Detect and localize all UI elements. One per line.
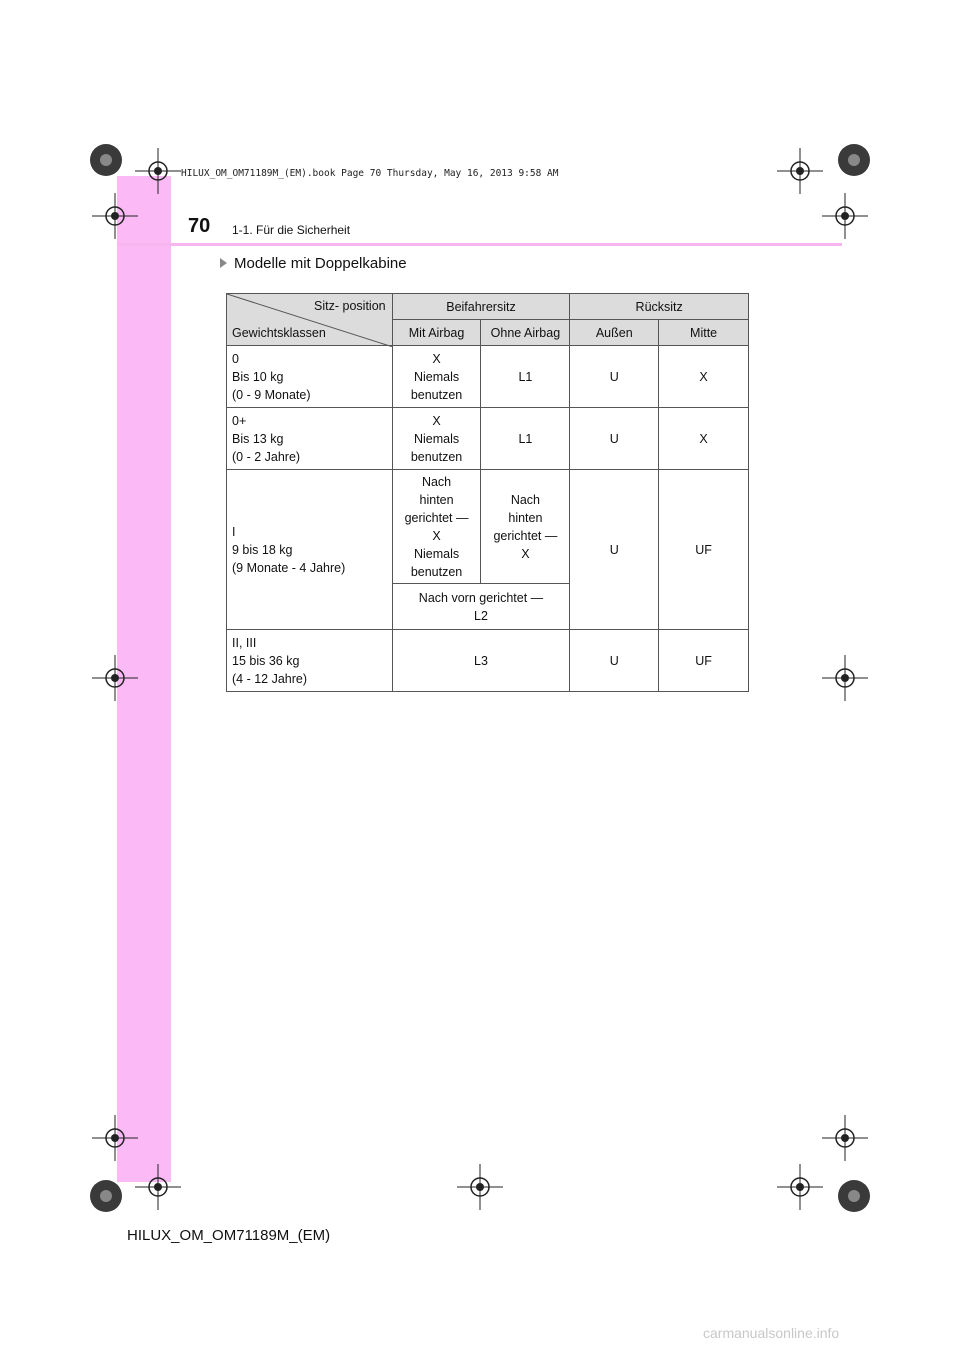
weight-class-cell: II, III 15 bis 36 kg (4 - 12 Jahre) xyxy=(227,630,393,692)
without-airbag-cell: L1 xyxy=(481,408,570,470)
crop-rosette-icon xyxy=(82,136,130,184)
outer-cell: U xyxy=(570,346,659,408)
subheading-text: Modelle mit Doppelkabine xyxy=(234,255,407,272)
registration-crosshair-icon xyxy=(822,655,868,701)
table-row xyxy=(227,408,749,470)
outer-cell: U xyxy=(570,408,659,470)
header-middle: Mitte xyxy=(659,320,749,346)
registration-crosshair-icon xyxy=(92,655,138,701)
outer-cell: U xyxy=(570,470,659,630)
corner-label-seat-position: Sitz- position xyxy=(314,299,386,313)
with-airbag-cell: Nach hinten gerichtet — X Niemals benutzen xyxy=(392,470,481,584)
table-corner-header xyxy=(227,294,393,346)
registration-crosshair-icon xyxy=(822,193,868,239)
registration-crosshair-icon xyxy=(457,1164,503,1210)
book-stamp: HILUX_OM_OM71189M_(EM).book Page 70 Thursday, May 16, 2013 9:58 AM xyxy=(181,168,559,179)
header-rule xyxy=(117,243,842,246)
crop-rosette-icon xyxy=(830,136,878,184)
triangle-bullet-icon xyxy=(220,258,227,268)
registration-crosshair-icon xyxy=(92,193,138,239)
seat-suitability-table xyxy=(226,293,749,692)
weight-class-cell: 0+ Bis 13 kg (0 - 2 Jahre) xyxy=(227,408,393,470)
registration-crosshair-icon xyxy=(92,1115,138,1161)
crop-rosette-icon xyxy=(830,1172,878,1220)
registration-crosshair-icon xyxy=(777,148,823,194)
crop-rosette-icon xyxy=(82,1172,130,1220)
middle-cell: UF xyxy=(659,470,749,630)
front-seat-cell: L3 xyxy=(392,630,570,692)
middle-cell: X xyxy=(659,408,749,470)
with-airbag-cell: X Niemals benutzen xyxy=(392,346,481,408)
weight-class-cell: I 9 bis 18 kg (9 Monate - 4 Jahre) xyxy=(227,470,393,630)
section-title: 1-1. Für die Sicherheit xyxy=(232,223,351,237)
header-with-airbag: Mit Airbag xyxy=(392,320,481,346)
registration-crosshair-icon xyxy=(822,1115,868,1161)
middle-cell: UF xyxy=(659,630,749,692)
without-airbag-cell: L1 xyxy=(481,346,570,408)
subheading xyxy=(220,255,407,273)
forward-facing-cell: Nach vorn gerichtet — L2 xyxy=(392,584,570,630)
corner-label-weight-class: Gewichtsklassen xyxy=(232,326,326,340)
watermark: carmanualsonline.info xyxy=(703,1325,840,1341)
middle-cell: X xyxy=(659,346,749,408)
weight-class-cell: 0 Bis 10 kg (0 - 9 Monate) xyxy=(227,346,393,408)
registration-crosshair-icon xyxy=(135,1164,181,1210)
header-front-passenger-seat: Beifahrersitz xyxy=(392,294,570,320)
registration-crosshair-icon xyxy=(777,1164,823,1210)
outer-cell: U xyxy=(570,630,659,692)
header-without-airbag: Ohne Airbag xyxy=(481,320,570,346)
registration-crosshair-icon xyxy=(135,148,181,194)
document-id: HILUX_OM_OM71189M_(EM) xyxy=(127,1227,331,1244)
header-outer: Außen xyxy=(570,320,659,346)
with-airbag-cell: X Niemals benutzen xyxy=(392,408,481,470)
page-number: 70 xyxy=(188,215,211,237)
table-row xyxy=(227,630,749,692)
without-airbag-cell: Nach hinten gerichtet — X xyxy=(481,470,570,584)
table-row xyxy=(227,346,749,408)
header-rear-seat: Rücksitz xyxy=(570,294,749,320)
table-row xyxy=(227,470,749,584)
